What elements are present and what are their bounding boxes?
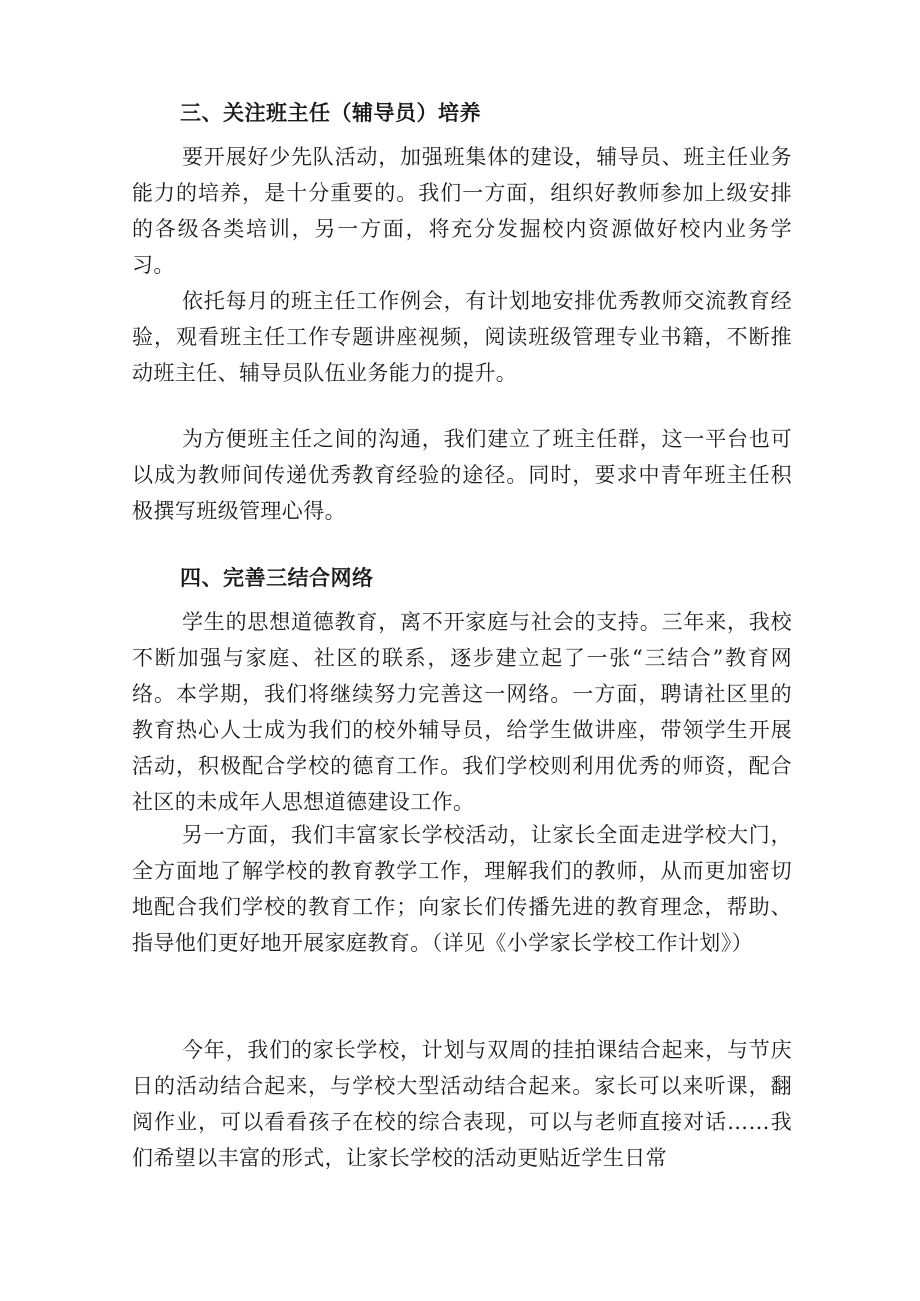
section-3-paragraph-2: 依托每月的班主任工作例会，有计划地安排优秀教师交流教育经验，观看班主任工作专题讲座视频，阅读班级管理专业书籍，不断推动班主任、辅导员队伍业务能力的提升。 [132,289,792,385]
section-3-paragraph-1: 要开展好少先队活动，加强班集体的建设，辅导员、班主任业务能力的培养，是十分重要的。我们一方面，组织好教师参加上级安排的各级各类培训，另一方面，将充分发掘校内资源做好校内业务学习。 [132,145,792,277]
section-4-paragraph-2: 另一方面，我们丰富家长学校活动，让家长全面走进学校大门，全方面地了解学校的教育教学工作，理解我们的教师，从而更加密切地配合我们学校的教育工作；向家长们传播先进的教育理念，帮助、指导他们更好地开展家庭教育。（详见《小学家长学校工作计划》） [132,823,792,955]
section-4-paragraph-3: 今年，我们的家长学校，计划与双周的挂拍课结合起来，与节庆日的活动结合起来，与学校大型活动结合起来。家长可以来听课，翻阅作业，可以看看孩子在校的综合表现，可以与老师直接对话……我们希望以丰富的形式，让家长学校的活动更贴近学生日常 [132,1038,792,1170]
section-3-paragraph-3: 为方便班主任之间的沟通，我们建立了班主任群，这一平台也可以成为教师间传递优秀教育经验的途径。同时，要求中青年班主任积极撰写班级管理心得。 [132,427,792,523]
section-3-heading: 三、关注班主任（辅导员）培养 [180,101,481,125]
section-4-paragraph-1: 学生的思想道德教育，离不开家庭与社会的支持。三年来，我校不断加强与家庭、社区的联系，逐步建立起了一张“三结合”教育网络。本学期，我们将继续努力完善这一网络。一方面，聘请社区里的教育热心人士成为我们的校外辅导员，给学生做讲座，带领学生开展活动，积极配合学校的德育工作。我们学校则利用优秀的师资，配合社区的未成年人思想道德建设工作。 [132,610,792,814]
section-4-heading: 四、完善三结合网络 [180,566,374,590]
